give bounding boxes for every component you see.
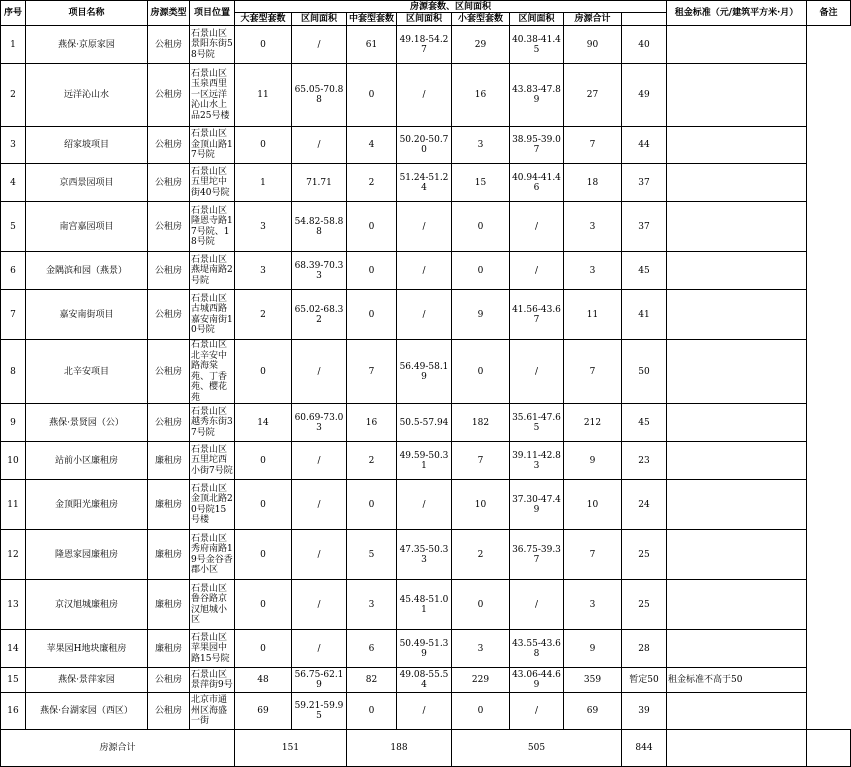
- table-row: [1, 530, 851, 580]
- cell-large-area: /: [292, 580, 347, 630]
- cell-small-area: 36.75-39.37: [510, 530, 564, 580]
- cell-large-area: /: [292, 26, 347, 64]
- cell-name: 金顶阳光廉租房: [26, 480, 148, 530]
- cell-medium: 2: [347, 442, 397, 480]
- cell-name: 北辛安项目: [26, 340, 148, 404]
- cell-note: [667, 127, 807, 164]
- cell-name: 燕保·台湖家园（西区）: [26, 693, 148, 730]
- table-body: [1, 26, 851, 767]
- cell-type: 公租房: [148, 252, 190, 290]
- table-row: [1, 64, 851, 127]
- cell-medium-area: /: [397, 64, 452, 127]
- cell-small: 0: [452, 693, 510, 730]
- cell-large: 3: [235, 202, 292, 252]
- cell-medium: 4: [347, 127, 397, 164]
- cell-seq: 8: [1, 340, 26, 404]
- cell-seq: 9: [1, 404, 26, 442]
- cell-small: 0: [452, 580, 510, 630]
- cell-type: 公租房: [148, 340, 190, 404]
- cell-location: 石景山区秀府南路19号金谷香郡小区: [190, 530, 235, 580]
- header-small-area: 区间面积: [510, 13, 564, 26]
- cell-small-area: /: [510, 693, 564, 730]
- cell-rent: 39: [622, 693, 667, 730]
- cell-type: 廉租房: [148, 530, 190, 580]
- cell-seq: 15: [1, 668, 26, 693]
- cell-medium-area: 51.24-51.24: [397, 164, 452, 202]
- cell-seq: 3: [1, 127, 26, 164]
- table-row: [1, 442, 851, 480]
- cell-total: 18: [564, 164, 622, 202]
- cell-total: 9: [564, 442, 622, 480]
- cell-large: 69: [235, 693, 292, 730]
- cell-medium: 61: [347, 26, 397, 64]
- cell-medium-area: /: [397, 480, 452, 530]
- cell-large-area: 59.21-59.95: [292, 693, 347, 730]
- cell-seq: 2: [1, 64, 26, 127]
- totals-total: 844: [622, 730, 667, 767]
- cell-rent: 40: [622, 26, 667, 64]
- table-row: [1, 404, 851, 442]
- table-row: [1, 668, 851, 693]
- cell-large-area: /: [292, 127, 347, 164]
- table-row: [1, 630, 851, 668]
- cell-note: [667, 630, 807, 668]
- cell-rent: 45: [622, 404, 667, 442]
- cell-name: 燕保·景贤园（公）: [26, 404, 148, 442]
- table-row: [1, 26, 851, 64]
- cell-medium-area: 50.49-51.39: [397, 630, 452, 668]
- cell-note: 租金标准不高于50: [667, 668, 807, 693]
- cell-location: 石景山区景阳东街58号院: [190, 26, 235, 64]
- cell-name: 京西景园项目: [26, 164, 148, 202]
- cell-location: 石景山区燕堤南路2号院: [190, 252, 235, 290]
- cell-medium: 16: [347, 404, 397, 442]
- table-row: [1, 580, 851, 630]
- cell-rent: 暂定50: [622, 668, 667, 693]
- cell-large: 0: [235, 26, 292, 64]
- cell-large: 1: [235, 164, 292, 202]
- header-large: 大套型套数: [235, 13, 292, 26]
- cell-total: 11: [564, 290, 622, 340]
- cell-total: 359: [564, 668, 622, 693]
- cell-note: [667, 530, 807, 580]
- cell-note: [667, 442, 807, 480]
- totals-row: [1, 730, 851, 767]
- cell-note: [667, 252, 807, 290]
- cell-large: 0: [235, 530, 292, 580]
- cell-small: 229: [452, 668, 510, 693]
- cell-medium: 6: [347, 630, 397, 668]
- cell-medium: 0: [347, 202, 397, 252]
- cell-location: 石景山区金顶山路17号院: [190, 127, 235, 164]
- header-medium-area: 区间面积: [397, 13, 452, 26]
- cell-large: 0: [235, 580, 292, 630]
- cell-large-area: /: [292, 340, 347, 404]
- cell-location: 石景山区隆恩寺路17号院、18号院: [190, 202, 235, 252]
- cell-medium: 5: [347, 530, 397, 580]
- cell-small: 9: [452, 290, 510, 340]
- cell-medium: 0: [347, 290, 397, 340]
- cell-name: 远洋沁山水: [26, 64, 148, 127]
- table-row: [1, 693, 851, 730]
- cell-type: 公租房: [148, 404, 190, 442]
- cell-name: 隆恩家园廉租房: [26, 530, 148, 580]
- cell-large: 48: [235, 668, 292, 693]
- cell-small-area: 40.38-41.45: [510, 26, 564, 64]
- cell-large-area: /: [292, 530, 347, 580]
- cell-medium-area: 47.35-50.33: [397, 530, 452, 580]
- cell-name: 京汉旭城廉租房: [26, 580, 148, 630]
- cell-large-area: 56.75-62.19: [292, 668, 347, 693]
- header-name: 项目名称: [26, 1, 148, 26]
- cell-location: 北京市通州区海盛一街: [190, 693, 235, 730]
- cell-rent: 37: [622, 164, 667, 202]
- cell-large: 14: [235, 404, 292, 442]
- cell-small: 0: [452, 202, 510, 252]
- cell-small-area: 43.55-43.68: [510, 630, 564, 668]
- cell-large-area: 65.02-68.32: [292, 290, 347, 340]
- cell-name: 南宫嘉园项目: [26, 202, 148, 252]
- cell-small-area: 35.61-47.65: [510, 404, 564, 442]
- totals-medium: 188: [347, 730, 452, 767]
- header-small: 小套型套数: [452, 13, 510, 26]
- totals-small: 505: [452, 730, 622, 767]
- cell-total: 7: [564, 530, 622, 580]
- cell-large-area: 54.82-58.88: [292, 202, 347, 252]
- cell-rent: 28: [622, 630, 667, 668]
- cell-large: 0: [235, 340, 292, 404]
- cell-small: 10: [452, 480, 510, 530]
- cell-type: 公租房: [148, 202, 190, 252]
- cell-location: 石景山区五里坨西小街7号院: [190, 442, 235, 480]
- cell-small: 3: [452, 127, 510, 164]
- cell-rent: 23: [622, 442, 667, 480]
- cell-small-area: 37.30-47.49: [510, 480, 564, 530]
- cell-small-area: 39.11-42.83: [510, 442, 564, 480]
- cell-total: 9: [564, 630, 622, 668]
- cell-large: 0: [235, 630, 292, 668]
- totals-large: 151: [235, 730, 347, 767]
- cell-small: 15: [452, 164, 510, 202]
- cell-type: 公租房: [148, 164, 190, 202]
- cell-small-area: 40.94-41.46: [510, 164, 564, 202]
- table-row: [1, 202, 851, 252]
- cell-medium: 0: [347, 480, 397, 530]
- table-row: [1, 290, 851, 340]
- cell-note: [667, 340, 807, 404]
- cell-location: 石景山区越秀东街37号院: [190, 404, 235, 442]
- cell-large-area: 68.39-70.33: [292, 252, 347, 290]
- cell-large: 2: [235, 290, 292, 340]
- cell-small: 16: [452, 64, 510, 127]
- cell-total: 3: [564, 252, 622, 290]
- cell-rent: 24: [622, 480, 667, 530]
- cell-note: [667, 64, 807, 127]
- cell-location: 石景山区金顶北路20号院15号楼: [190, 480, 235, 530]
- cell-small-area: 43.06-44.69: [510, 668, 564, 693]
- cell-location: 石景山区苹果园中路15号院: [190, 630, 235, 668]
- cell-type: 廉租房: [148, 480, 190, 530]
- cell-medium: 82: [347, 668, 397, 693]
- cell-type: 公租房: [148, 693, 190, 730]
- cell-small-area: 41.56-43.67: [510, 290, 564, 340]
- cell-large: 11: [235, 64, 292, 127]
- cell-small-area: 43.83-47.89: [510, 64, 564, 127]
- cell-name: 燕保·景萍家园: [26, 668, 148, 693]
- cell-small-area: /: [510, 340, 564, 404]
- cell-total: 7: [564, 340, 622, 404]
- cell-note: [667, 693, 807, 730]
- cell-type: 廉租房: [148, 630, 190, 668]
- cell-total: 69: [564, 693, 622, 730]
- cell-medium-area: /: [397, 202, 452, 252]
- cell-total: 3: [564, 202, 622, 252]
- cell-note: [667, 404, 807, 442]
- cell-seq: 1: [1, 26, 26, 64]
- cell-medium-area: 50.20-50.70: [397, 127, 452, 164]
- cell-name: 金隅滨和园（燕景）: [26, 252, 148, 290]
- cell-medium-area: 49.08-55.54: [397, 668, 452, 693]
- cell-medium-area: /: [397, 290, 452, 340]
- cell-small-area: /: [510, 202, 564, 252]
- cell-rent: 37: [622, 202, 667, 252]
- cell-seq: 14: [1, 630, 26, 668]
- cell-seq: 4: [1, 164, 26, 202]
- table-row: [1, 164, 851, 202]
- cell-total: 7: [564, 127, 622, 164]
- cell-note: [667, 480, 807, 530]
- table-row: [1, 252, 851, 290]
- cell-small-area: /: [510, 252, 564, 290]
- cell-name: 燕保·京原家园: [26, 26, 148, 64]
- cell-medium-area: 49.18-54.27: [397, 26, 452, 64]
- cell-large: 0: [235, 442, 292, 480]
- cell-large-area: /: [292, 630, 347, 668]
- cell-small: 182: [452, 404, 510, 442]
- cell-large: 3: [235, 252, 292, 290]
- cell-rent: 41: [622, 290, 667, 340]
- header-seq: 序号: [1, 1, 26, 26]
- cell-rent: 25: [622, 580, 667, 630]
- cell-small: 7: [452, 442, 510, 480]
- header-large-area: 区间面积: [292, 13, 347, 26]
- cell-medium-area: /: [397, 252, 452, 290]
- cell-medium-area: 49.59-50.31: [397, 442, 452, 480]
- cell-type: 公租房: [148, 127, 190, 164]
- cell-type: 公租房: [148, 290, 190, 340]
- totals-rent-empty: [667, 730, 807, 767]
- totals-label: 房源合计: [1, 730, 235, 767]
- cell-type: 公租房: [148, 26, 190, 64]
- cell-large-area: 71.71: [292, 164, 347, 202]
- cell-medium-area: 56.49-58.19: [397, 340, 452, 404]
- cell-location: 石景山区景萍街9号: [190, 668, 235, 693]
- cell-medium: 0: [347, 64, 397, 127]
- cell-small-area: 38.95-39.07: [510, 127, 564, 164]
- cell-total: 10: [564, 480, 622, 530]
- table-row: [1, 340, 851, 404]
- cell-note: [667, 26, 807, 64]
- table-row: [1, 127, 851, 164]
- cell-note: [667, 290, 807, 340]
- cell-medium: 7: [347, 340, 397, 404]
- cell-medium-area: 50.5-57.94: [397, 404, 452, 442]
- cell-large: 0: [235, 127, 292, 164]
- cell-location: 石景山区玉泉西里一区远洋沁山水上品25号楼: [190, 64, 235, 127]
- cell-small-area: /: [510, 580, 564, 630]
- cell-medium: 3: [347, 580, 397, 630]
- cell-note: [667, 164, 807, 202]
- cell-type: 公租房: [148, 668, 190, 693]
- cell-type: 公租房: [148, 64, 190, 127]
- cell-rent: 44: [622, 127, 667, 164]
- cell-note: [667, 580, 807, 630]
- cell-note: [667, 202, 807, 252]
- cell-location: 石景山区北辛安中路海棠苑、丁香苑、樱花苑: [190, 340, 235, 404]
- cell-name: 站前小区廉租房: [26, 442, 148, 480]
- cell-medium: 0: [347, 252, 397, 290]
- cell-seq: 6: [1, 252, 26, 290]
- cell-name: 嘉安南街项目: [26, 290, 148, 340]
- cell-location: 石景山区五里坨中街40号院: [190, 164, 235, 202]
- cell-medium-area: /: [397, 693, 452, 730]
- cell-seq: 11: [1, 480, 26, 530]
- cell-medium: 0: [347, 693, 397, 730]
- header-rent: 租金标准（元/建筑平方米·月）: [667, 1, 807, 26]
- cell-small: 0: [452, 340, 510, 404]
- cell-small: 2: [452, 530, 510, 580]
- header-medium: 中套型套数: [347, 13, 397, 26]
- cell-rent: 50: [622, 340, 667, 404]
- header-location: 项目位置: [190, 1, 235, 26]
- cell-rent: 49: [622, 64, 667, 127]
- cell-seq: 16: [1, 693, 26, 730]
- cell-seq: 12: [1, 530, 26, 580]
- cell-total: 3: [564, 580, 622, 630]
- cell-large-area: /: [292, 442, 347, 480]
- cell-medium: 2: [347, 164, 397, 202]
- cell-small: 3: [452, 630, 510, 668]
- cell-medium-area: 45.48-51.01: [397, 580, 452, 630]
- cell-name: 绍家坡项目: [26, 127, 148, 164]
- cell-seq: 10: [1, 442, 26, 480]
- totals-note-empty: [807, 730, 851, 767]
- cell-small: 0: [452, 252, 510, 290]
- header-group: 房源套数、区间面积: [235, 1, 667, 13]
- header-total: 房源合计: [564, 13, 622, 26]
- cell-location: 石景山区古城西路嘉安南街10号院: [190, 290, 235, 340]
- cell-large-area: 60.69-73.03: [292, 404, 347, 442]
- cell-total: 90: [564, 26, 622, 64]
- cell-name: 苹果园H地块廉租房: [26, 630, 148, 668]
- cell-seq: 7: [1, 290, 26, 340]
- cell-large-area: /: [292, 480, 347, 530]
- cell-total: 27: [564, 64, 622, 127]
- cell-total: 212: [564, 404, 622, 442]
- cell-seq: 5: [1, 202, 26, 252]
- cell-location: 石景山区鲁谷路京汉旭城小区: [190, 580, 235, 630]
- cell-rent: 25: [622, 530, 667, 580]
- cell-type: 廉租房: [148, 442, 190, 480]
- cell-large-area: 65.05-70.88: [292, 64, 347, 127]
- cell-large: 0: [235, 480, 292, 530]
- cell-rent: 45: [622, 252, 667, 290]
- cell-small: 29: [452, 26, 510, 64]
- header-type: 房源类型: [148, 1, 190, 26]
- header-note: 备注: [807, 1, 851, 26]
- cell-type: 廉租房: [148, 580, 190, 630]
- cell-seq: 13: [1, 580, 26, 630]
- table-row: [1, 480, 851, 530]
